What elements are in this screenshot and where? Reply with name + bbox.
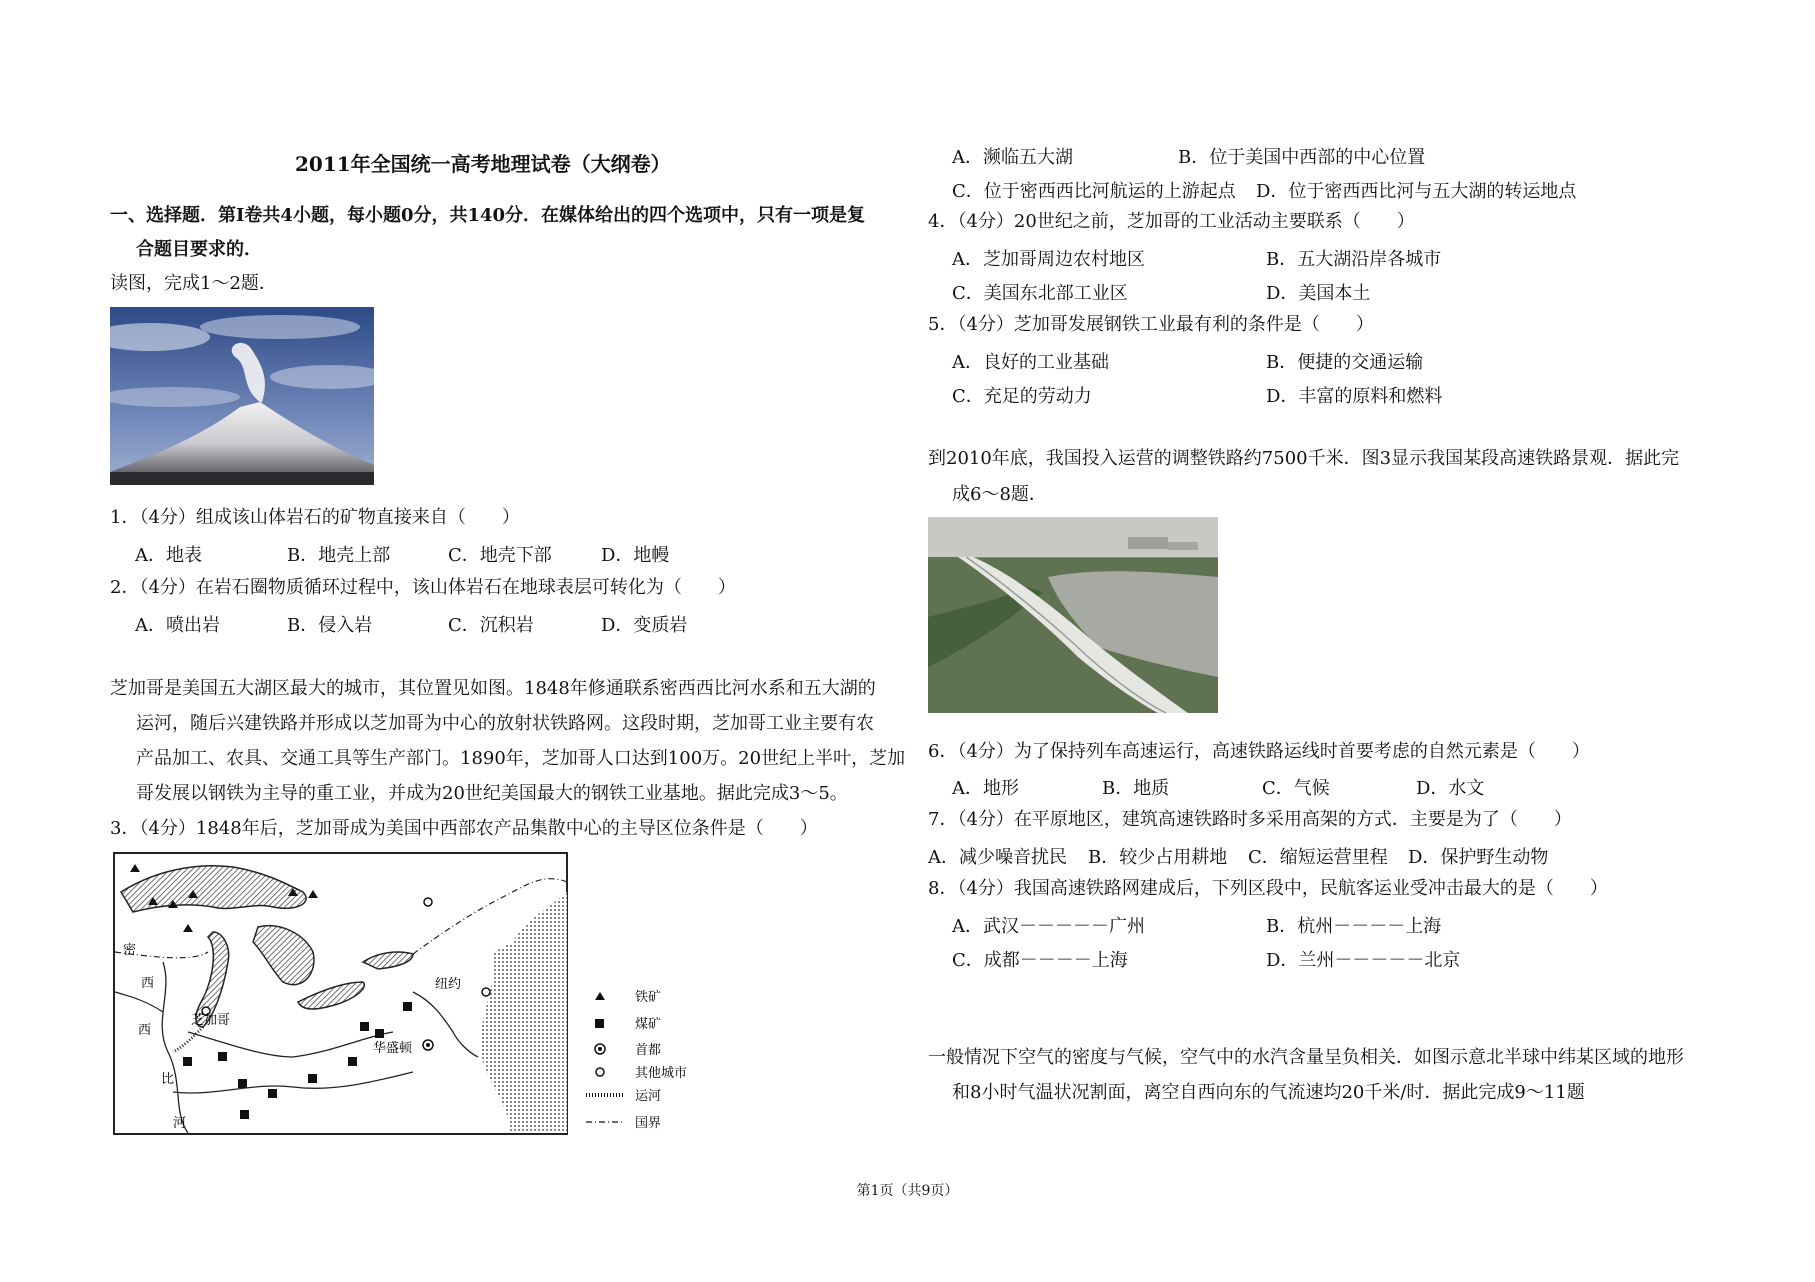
map-label-newyork: 纽约 xyxy=(435,977,462,992)
q1-stem: 1．（4分）组成该山体岩石的矿物直接来自（ ） xyxy=(110,507,520,528)
passage-chicago-1: 芝加哥是美国五大湖区最大的城市，其位置见如图。1848年修通联系密西西比河水系和五大湖的 xyxy=(110,678,876,699)
section-heading-line2: 合题目要求的． xyxy=(136,239,262,260)
q5-option-c[interactable]: C．充足的劳动力 xyxy=(952,386,1092,407)
volcano-illustration xyxy=(110,307,374,485)
passage-chicago-2: 运河，随后兴建铁路并形成以芝加哥为中心的放射状铁路网。这段时期，芝加哥工业主要有农 xyxy=(136,713,874,734)
q7-option-d[interactable]: D．保护野生动物 xyxy=(1408,847,1549,868)
q2-option-b[interactable]: B．侵入岩 xyxy=(287,615,373,636)
q3-option-c[interactable]: C．位于密西西比河航运的上游起点 xyxy=(952,181,1236,202)
q5-option-a[interactable]: A．良好的工业基础 xyxy=(952,352,1109,373)
q6-option-a[interactable]: A．地形 xyxy=(952,778,1019,799)
exam-title: 2011年全国统一高考地理试卷（大纲卷） xyxy=(295,152,671,176)
q2-option-d[interactable]: D．变质岩 xyxy=(601,615,688,636)
passage-chicago-3: 产品加工、农具、交通工具等生产部门。1890年，芝加哥人口达到100万。20世纪上半叶，芝加 xyxy=(136,748,906,769)
intro-q1-2: 读图，完成1～2题． xyxy=(110,273,277,294)
q8-option-d[interactable]: D．兰州－－－－－北京 xyxy=(1266,950,1461,971)
legend-iron: 铁矿 xyxy=(635,990,662,1005)
q7-stem: 7．（4分）在平原地区，建筑高速铁路时多采用高架的方式．主要是为了（ ） xyxy=(928,809,1572,830)
q2-option-c[interactable]: C．沉积岩 xyxy=(448,615,534,636)
map-label-mi1: 密 xyxy=(123,943,137,958)
railway-photo xyxy=(928,517,1218,713)
q7-option-c[interactable]: C．缩短运营里程 xyxy=(1248,847,1388,868)
q5-stem: 5．（4分）芝加哥发展钢铁工业最有利的条件是（ ） xyxy=(928,314,1374,335)
q2-option-a[interactable]: A．喷出岩 xyxy=(135,615,220,636)
map-label-mi5: 河 xyxy=(173,1116,187,1131)
legend-other-city: 其他城市 xyxy=(635,1066,688,1081)
map-label-chicago: 芝加哥 xyxy=(191,1013,231,1028)
railway-illustration xyxy=(928,517,1218,713)
chicago-map xyxy=(113,852,713,1135)
q4-stem: 4．（4分）20世纪之前，芝加哥的工业活动主要联系（ ） xyxy=(928,211,1415,232)
page-footer: 第1页（共9页） xyxy=(856,1183,959,1199)
q4-option-d[interactable]: D．美国本土 xyxy=(1266,283,1371,304)
passage-chicago-4: 哥发展以钢铁为主导的重工业，并成为20世纪美国最大的钢铁工业基地。据此完成3～5。 xyxy=(136,783,848,804)
q8-option-c[interactable]: C．成都－－－－上海 xyxy=(952,950,1128,971)
passage-air-2: 和8小时气温状况割面，离空自西向东的气流速均20千米/时．据此完成9～11题 xyxy=(952,1082,1585,1103)
q1-option-d[interactable]: D．地幔 xyxy=(601,545,670,566)
q1-option-c[interactable]: C．地壳下部 xyxy=(448,545,552,566)
q8-option-a[interactable]: A．武汉－－－－－广州 xyxy=(952,916,1145,937)
map-label-mi4: 比 xyxy=(161,1072,175,1087)
q6-stem: 6．（4分）为了保持列车高速运行，高速铁路运线时首要考虑的自然元素是（ ） xyxy=(928,741,1590,762)
q4-option-c[interactable]: C．美国东北部工业区 xyxy=(952,283,1128,304)
q1-option-b[interactable]: B．地壳上部 xyxy=(287,545,391,566)
q5-option-d[interactable]: D．丰富的原料和燃料 xyxy=(1266,386,1443,407)
q4-option-a[interactable]: A．芝加哥周边农村地区 xyxy=(952,249,1145,270)
q7-option-a[interactable]: A．减少噪音扰民 xyxy=(928,847,1067,868)
q7-option-b[interactable]: B．较少占用耕地 xyxy=(1088,847,1228,868)
map-label-mi3: 西 xyxy=(138,1023,152,1038)
passage-railway-2: 成6～8题． xyxy=(952,484,1047,505)
q6-option-c[interactable]: C．气候 xyxy=(1262,778,1330,799)
q2-stem: 2．（4分）在岩石圈物质循环过程中，该山体岩石在地球表层可转化为（ ） xyxy=(110,577,736,598)
q8-option-b[interactable]: B．杭州－－－－上海 xyxy=(1266,916,1442,937)
q3-option-b[interactable]: B．位于美国中西部的中心位置 xyxy=(1178,147,1426,168)
q6-option-d[interactable]: D．水文 xyxy=(1416,778,1485,799)
map-illustration xyxy=(113,852,713,1135)
volcano-photo xyxy=(110,307,374,485)
q4-option-b[interactable]: B．五大湖沿岸各城市 xyxy=(1266,249,1442,270)
q3-stem: 3．（4分）1848年后，芝加哥成为美国中西部农产品集散中心的主导区位条件是（ ） xyxy=(110,818,818,839)
q5-option-b[interactable]: B．便捷的交通运输 xyxy=(1266,352,1424,373)
map-label-washington: 华盛顿 xyxy=(373,1041,413,1056)
legend-border: 国界 xyxy=(635,1116,662,1131)
legend-capital: 首都 xyxy=(635,1043,662,1058)
passage-air-1: 一般情况下空气的密度与气候，空气中的水汽含量呈负相关．如图示意北半球中纬某区域的地形 xyxy=(928,1047,1684,1068)
q8-stem: 8．（4分）我国高速铁路网建成后，下列区段中，民航客运业受冲击最大的是（ ） xyxy=(928,878,1608,899)
q1-option-a[interactable]: A．地表 xyxy=(135,545,202,566)
section-heading-line1: 一、选择题．第Ⅰ卷共4小题，每小题0分，共140分．在媒体给出的四个选项中，只有一项是复 xyxy=(110,205,866,226)
q3-option-a[interactable]: A．濒临五大湖 xyxy=(952,147,1073,168)
legend-coal: 煤矿 xyxy=(635,1017,662,1032)
q3-option-d[interactable]: D．位于密西西比河与五大湖的转运地点 xyxy=(1256,181,1577,202)
q6-option-b[interactable]: B．地质 xyxy=(1102,778,1170,799)
passage-railway-1: 到2010年底，我国投入运营的调整铁路约7500千米．图3显示我国某段高速铁路景观．据此完 xyxy=(928,448,1680,469)
legend-canal: 运河 xyxy=(635,1089,662,1104)
map-label-mi2: 西 xyxy=(141,976,155,991)
